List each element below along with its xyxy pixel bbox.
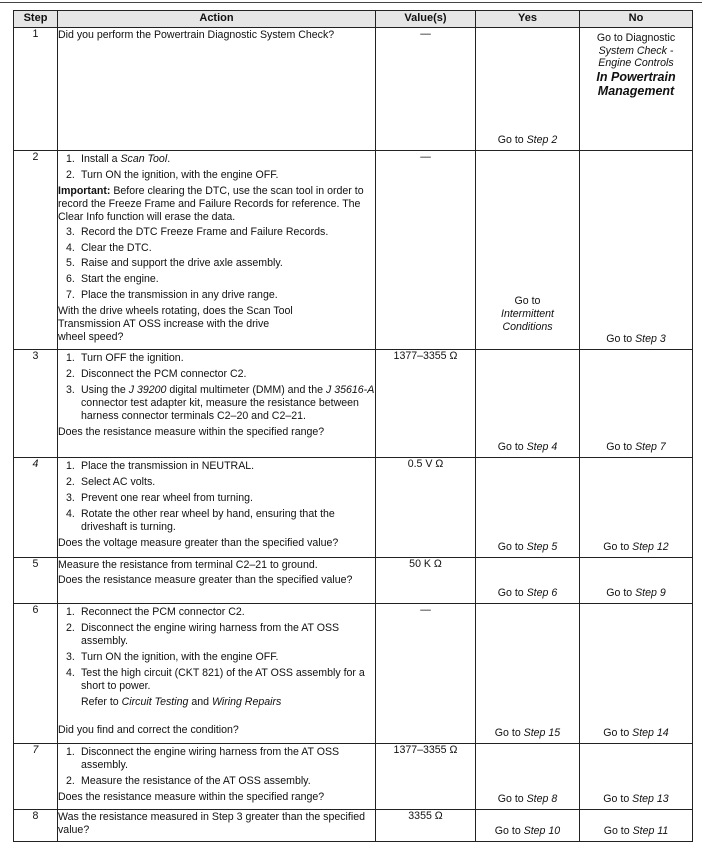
value-cell: 50 K Ω (376, 558, 476, 604)
no-link[interactable]: Go to Step 12 (603, 541, 669, 554)
list-item: 1. Disconnect the engine wiring harness from the AT OSS assembly. (66, 746, 340, 771)
table-row (14, 28, 693, 151)
yes-link[interactable]: Go to Step 10 (494, 825, 561, 838)
action-cell (58, 350, 376, 458)
table-row (14, 604, 693, 744)
yes-link[interactable]: Go to Step 6 (497, 587, 558, 600)
yes-cell (476, 350, 580, 458)
yes-link[interactable]: Go to Step 15 (494, 727, 561, 740)
step-number: 5 (14, 558, 58, 604)
action-cell (58, 458, 376, 558)
no-cell (580, 604, 693, 744)
list-item: 6. Start the engine. (66, 273, 159, 286)
list-item: 3. Record the DTC Freeze Frame and Failure Records. (66, 225, 329, 238)
yes-link[interactable]: Go to Step 5 (497, 541, 558, 554)
no-link[interactable]: Go to Step 14 (603, 727, 669, 740)
no-link[interactable]: Go to Step 9 (606, 587, 666, 600)
question-text: Was the resistance measured in Step 3 greater than the specified value? (58, 811, 365, 836)
list-item: 1. Turn OFF the ignition. (66, 352, 184, 364)
yes-cell (476, 744, 580, 810)
question-text: Does the voltage measure greater than the specified value? (58, 536, 339, 549)
no-link[interactable]: Go to Step 11 (603, 825, 669, 838)
no-link[interactable]: Go to Diagnostic System Check - Engine Controls In Powertrain Management (596, 32, 676, 99)
no-cell (580, 151, 693, 350)
step-number: 6 (14, 604, 58, 744)
action-cell (58, 558, 376, 604)
list-item: 1. Install a Scan Tool. (66, 153, 171, 165)
table-row (14, 151, 693, 350)
list-item: 2. Measure the resistance of the AT OSS assembly. (66, 774, 311, 787)
no-link[interactable]: Go to Step 13 (603, 793, 669, 806)
step-number: 8 (14, 810, 58, 842)
question-text: Does the resistance measure greater than the specified value? (58, 573, 353, 586)
list-item: 1. Reconnect the PCM connector C2. (66, 606, 245, 618)
action-cell (58, 28, 376, 151)
step-number: 7 (14, 744, 58, 810)
list-item: 2. Turn ON the ignition, with the engine OFF. (66, 168, 279, 181)
action-cell (58, 744, 376, 810)
diagnostic-table (13, 10, 693, 842)
yes-cell (476, 458, 580, 558)
action-cell (58, 604, 376, 744)
yes-link[interactable]: Go to Step 8 (497, 793, 558, 806)
value-cell: 3355 Ω (376, 810, 476, 842)
important-note: Important: Before clearing the DTC, use the scan tool in order to record the Freeze Frame and Failure Records for reference. The Clear Info function will erase the data. (58, 184, 364, 223)
value-cell: — (376, 604, 476, 744)
table-row (14, 458, 693, 558)
list-item: 2. Disconnect the PCM connector C2. (66, 367, 247, 380)
list-item: 4. Test the high circuit (CKT 821) of the AT OSS assembly for a short to power. (66, 666, 365, 692)
step-number: 2 (14, 151, 58, 350)
step-number: 4 (14, 458, 58, 558)
no-cell (580, 558, 693, 604)
header-no: No (580, 11, 693, 28)
no-link[interactable]: Go to Step 7 (606, 441, 666, 454)
header-values: Value(s) (376, 11, 476, 28)
yes-cell (476, 558, 580, 604)
value-cell: 1377–3355 Ω (376, 350, 476, 458)
yes-cell (476, 604, 580, 744)
header-action: Action (58, 11, 376, 28)
yes-link[interactable]: Go to Step 4 (497, 441, 558, 454)
yes-cell (476, 810, 580, 842)
yes-link[interactable]: Go to Intermittent Conditions (501, 295, 554, 334)
question-text: Does the resistance measure within the specified range? (58, 425, 325, 438)
circuit-testing-link[interactable]: Circuit Testing (121, 695, 189, 708)
value-cell: 0.5 V Ω (376, 458, 476, 558)
step-number: 3 (14, 350, 58, 458)
action-cell (58, 810, 376, 842)
no-link[interactable]: Go to Step 3 (606, 333, 666, 346)
yes-link[interactable]: Go to Step 2 (497, 134, 558, 147)
list-item: 4. Rotate the other rear wheel by hand, ensuring that the driveshaft is turning. (66, 507, 335, 533)
top-rule (0, 2, 702, 3)
list-item: 5. Raise and support the drive axle assembly. (66, 257, 283, 270)
table-row (14, 810, 693, 842)
question-text: Did you find and correct the condition? (58, 724, 239, 737)
question-text: Does the resistance measure within the specified range? (58, 790, 325, 803)
table-row (14, 558, 693, 604)
header-step: Step (14, 11, 58, 28)
table-row (14, 350, 693, 458)
question-text: Did you perform the Powertrain Diagnostic System Check? (58, 29, 335, 41)
list-item: 3. Turn ON the ignition, with the engine OFF. (66, 650, 279, 663)
action-cell (58, 151, 376, 350)
no-cell (580, 458, 693, 558)
instruction-text: Measure the resistance from terminal C2–21 to ground. (58, 559, 318, 571)
table-row (14, 744, 693, 810)
step-number: 1 (14, 28, 58, 151)
list-item: 2. Select AC volts. (66, 475, 156, 488)
list-item: 1. Place the transmission in NEUTRAL. (66, 460, 255, 472)
yes-cell (476, 28, 580, 151)
refer-text: Refer to Circuit Testing and Wiring Repairs (81, 695, 282, 708)
header-yes: Yes (476, 11, 580, 28)
question-text: With the drive wheels rotating, does the Scan Tool Transmission AT OSS increase with the drive wheel speed? (58, 305, 293, 344)
no-cell (580, 810, 693, 842)
list-item: 4. Clear the DTC. (66, 241, 152, 254)
list-item: 3. Prevent one rear wheel from turning. (66, 491, 253, 504)
value-cell: — (376, 151, 476, 350)
list-item: 3. Using the J 39200 digital multimeter (DMM) and the J 35616-A connector test adapter kit, measure the resistance between harness connector terminals C2–20 and C2–21. (66, 383, 375, 422)
value-cell: 1377–3355 Ω (376, 744, 476, 810)
no-cell (580, 28, 693, 151)
no-cell (580, 744, 693, 810)
header-row (14, 11, 693, 28)
list-item: 2. Disconnect the engine wiring harness from the AT OSS assembly. (66, 621, 340, 647)
no-cell (580, 350, 693, 458)
value-cell: — (376, 28, 476, 151)
wiring-repairs-link[interactable]: Wiring Repairs (211, 695, 282, 708)
yes-cell (476, 151, 580, 350)
list-item: 7. Place the transmission in any drive range. (66, 289, 278, 302)
